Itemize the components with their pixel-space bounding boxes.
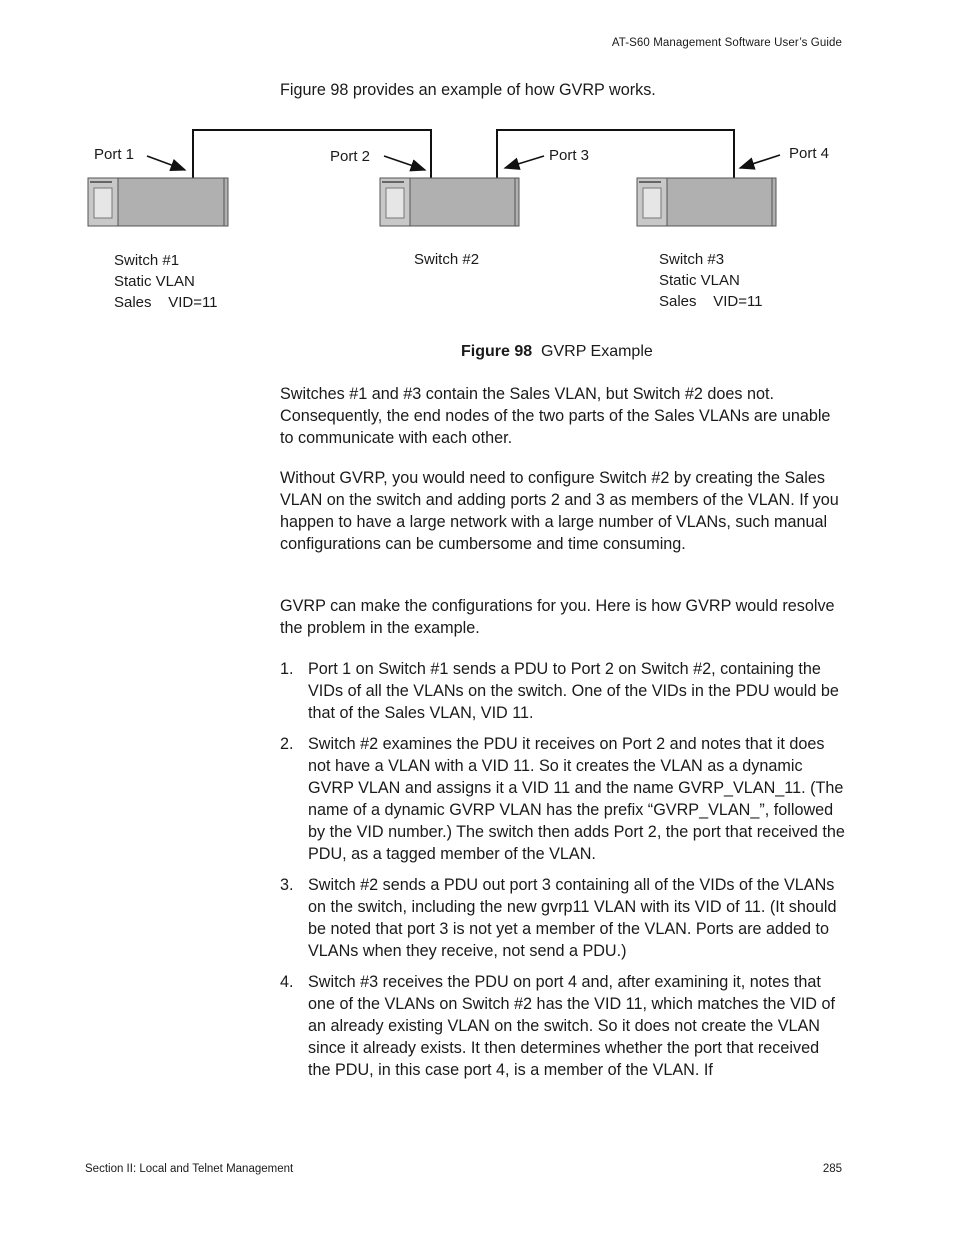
switch-1-name: Switch #1 [114, 252, 180, 269]
port-2-label: Port 2 [330, 148, 371, 165]
step-text: Switch #2 examines the PDU it receives on Port 2 and notes that it does not have a VLAN with a VID 11. So it creates the VLAN as a dynamic GVRP VLAN and assigns it a VID 11 and the name GVRP_VLAN_11. (The name of a dynamic GVRP VLAN has the prefix “GVRP_VLAN_”, followed by the VID number.) The switch then adds Port 2, the port that received the PDU, as a tagged member of the VLAN. [308, 735, 845, 863]
arrow-port-1 [147, 156, 185, 170]
step-number: 1. [280, 660, 294, 678]
figure-title: GVRP Example [541, 343, 653, 360]
step-number: 4. [280, 973, 294, 991]
cable-3-4 [497, 130, 734, 178]
list-item [280, 971, 845, 1081]
switch-3-caption [659, 249, 763, 312]
paragraph-1: Switches #1 and #3 contain the Sales VLAN, but Switch #2 does not. Consequently, the end nodes of the two parts of the Sales VLANs are unable to communicate with each other. [280, 385, 831, 447]
switch-2-caption [414, 249, 479, 270]
figure-caption [461, 343, 653, 361]
page-number: 285 [822, 1163, 842, 1175]
footer-section: Section II: Local and Telnet Management [85, 1163, 294, 1175]
switch-3-icon [637, 178, 776, 226]
port-3-label: Port 3 [549, 147, 590, 164]
intro-paragraph: Figure 98 provides an example of how GVRP works. [280, 81, 656, 99]
paragraph-3: GVRP can make the configurations for you. Here is how GVRP would resolve the problem in the example. [280, 597, 835, 637]
switch-3-name: Switch #3 [659, 251, 725, 268]
figure-number: Figure 98 [461, 343, 533, 360]
switch-1-vlan: Sales VID=11 [114, 294, 218, 311]
arrow-port-3 [505, 156, 544, 168]
list-item [280, 658, 845, 724]
step-text: Switch #3 receives the PDU on port 4 and, after examining it, notes that one of the VLANs on Switch #2 has the VID 11, which matches the VID of an already existing VLAN on the switch. So it does not create the VLAN since it already exists. It then determines whether the port that received the PDU, in this case port 4, is a member of the VLAN. If [308, 973, 835, 1079]
step-text: Port 1 on Switch #1 sends a PDU to Port 2 on Switch #2, containing the VIDs of all the VLANs on the switch. One of the VIDs in the PDU would be that of the Sales VLAN, VID 11. [308, 660, 839, 722]
paragraph-2: Without GVRP, you would need to configure Switch #2 by creating the Sales VLAN on the switch and adding ports 2 and 3 as members of the VLAN. If you happen to have a large network with a large number of VLANs, such manual configurations can be cumbersome and time consuming. [280, 469, 839, 553]
switch-1-vlan-type: Static VLAN [114, 273, 195, 290]
step-text: Switch #2 sends a PDU out port 3 containing all of the VIDs of the VLANs on the switch, including the new gvrp11 VLAN with its VID of 11. (It should be noted that port 3 is not yet a member of the VLAN. Ports are added to VLANs when they receive, not send a PDU.) [308, 876, 837, 960]
switch-3-vlan-type: Static VLAN [659, 272, 740, 289]
gvrp-diagram [0, 118, 954, 348]
switch-2-name: Switch #2 [414, 251, 480, 268]
step-number: 2. [280, 735, 294, 753]
switch-3-vlan: Sales VID=11 [659, 293, 763, 310]
step-number: 3. [280, 876, 294, 894]
port-4-label: Port 4 [789, 145, 830, 162]
switch-1-caption [114, 250, 218, 313]
arrow-port-2 [384, 156, 425, 170]
steps-list [280, 658, 845, 1090]
running-header: AT-S60 Management Software User’s Guide [611, 37, 842, 49]
cable-1-2 [193, 130, 431, 178]
port-1-label: Port 1 [94, 146, 135, 163]
arrow-port-4 [740, 155, 780, 168]
switch-2-icon [380, 178, 519, 226]
list-item [280, 733, 845, 865]
switch-1-icon [88, 178, 228, 226]
list-item [280, 874, 845, 962]
